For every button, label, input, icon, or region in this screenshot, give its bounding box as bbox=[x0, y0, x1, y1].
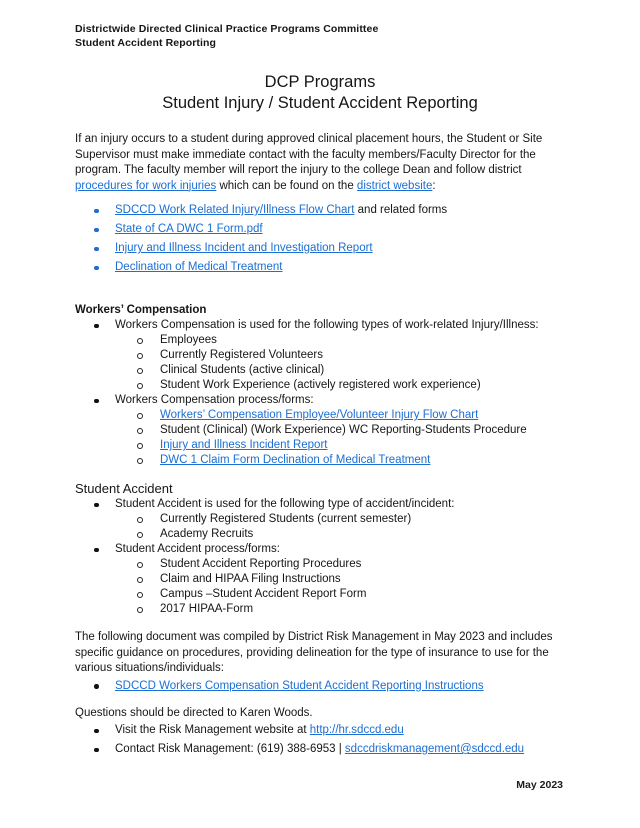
sa-process-sublist bbox=[115, 557, 565, 617]
sa-process-intro-text: Student Accident process/forms: bbox=[115, 543, 280, 555]
list-item bbox=[75, 393, 565, 468]
list-item: Clinical Students (active clinical) bbox=[115, 363, 565, 378]
list-item bbox=[75, 721, 565, 740]
visit-website-prefix-text: Visit the Risk Management website at bbox=[115, 724, 310, 736]
list-item bbox=[75, 318, 565, 393]
dwc1-claim-form-declination-link[interactable]: DWC 1 Claim Form Declination of Medical Treatment bbox=[160, 454, 431, 466]
list-item: Claim and HIPAA Filing Instructions bbox=[115, 572, 565, 587]
list-item: Academy Recruits bbox=[115, 527, 565, 542]
title-line-1: DCP Programs bbox=[264, 73, 376, 91]
student-accident-heading: Student Accident bbox=[75, 481, 173, 496]
footer-date: May 2023 bbox=[516, 779, 563, 791]
compiled-paragraph: The following document was compiled by District Risk Management in May 2023 and includes specific guidance on procedures, providing delineation for the type of insurance to use for the various situations/individuals: bbox=[75, 631, 553, 674]
list-item: Campus –Student Accident Report Form bbox=[115, 587, 565, 602]
procedures-for-work-injuries-link[interactable]: procedures for work injuries bbox=[75, 179, 217, 192]
header-subject-line: Student Accident Reporting bbox=[75, 37, 217, 49]
intro-paragraph bbox=[75, 132, 565, 194]
injury-illness-investigation-report-link[interactable]: Injury and Illness Incident and Investigation Report bbox=[115, 242, 373, 254]
wc-process-sublist bbox=[115, 408, 565, 468]
document-title bbox=[75, 72, 565, 114]
list-item bbox=[75, 239, 565, 258]
intro-text-2: which can be found on the bbox=[216, 179, 357, 192]
sdccd-work-related-flow-chart-link[interactable]: SDCCD Work Related Injury/Illness Flow Chart bbox=[115, 204, 355, 216]
list-item bbox=[75, 497, 565, 542]
list-item: Currently Registered Students (current semester) bbox=[115, 512, 565, 527]
list-item: Student Work Experience (actively registered work experience) bbox=[115, 378, 565, 393]
wc-process-intro-text: Workers Compensation process/forms: bbox=[115, 394, 314, 406]
list-item bbox=[75, 258, 565, 277]
sdccd-wc-student-accident-instructions-link[interactable]: SDCCD Workers Compensation Student Accident Reporting Instructions bbox=[115, 679, 484, 692]
list-item bbox=[115, 423, 565, 438]
list-item bbox=[75, 220, 565, 239]
list-item bbox=[75, 740, 565, 759]
risk-management-email-link[interactable]: sdccdriskmanagement@sdccd.edu bbox=[344, 743, 525, 755]
workers-compensation-list bbox=[75, 318, 565, 468]
district-website-link[interactable]: district website bbox=[356, 179, 433, 192]
list-item bbox=[115, 438, 565, 453]
questions-list bbox=[75, 721, 565, 759]
workers-compensation-heading: Workers’ Compensation bbox=[75, 304, 207, 316]
list-item: Student Accident Reporting Procedures bbox=[115, 557, 565, 572]
wc-usage-sublist bbox=[115, 333, 565, 393]
page-header bbox=[75, 22, 565, 50]
list-item bbox=[115, 408, 565, 423]
intro-text-3: : bbox=[432, 179, 436, 192]
list-item: 2017 HIPAA-Form bbox=[115, 602, 565, 617]
district-forms-list bbox=[75, 201, 565, 277]
state-ca-dwc1-form-link[interactable]: State of CA DWC 1 Form.pdf bbox=[115, 223, 263, 235]
title-line-2: Student Injury / Student Accident Reporting bbox=[162, 94, 478, 112]
sa-usage-sublist bbox=[115, 512, 565, 542]
list-item-suffix: and related forms bbox=[354, 204, 448, 216]
injury-illness-incident-report-link[interactable]: Injury and Illness Incident Report bbox=[160, 439, 328, 451]
list-item: Employees bbox=[115, 333, 565, 348]
list-item bbox=[115, 453, 565, 468]
list-item: Currently Registered Volunteers bbox=[115, 348, 565, 363]
list-item bbox=[75, 542, 565, 617]
declination-of-medical-treatment-link[interactable]: Declination of Medical Treatment bbox=[115, 261, 283, 273]
list-item bbox=[75, 201, 565, 220]
student-accident-list bbox=[75, 497, 565, 617]
sa-usage-intro-text: Student Accident is used for the following type of accident/incident: bbox=[115, 498, 455, 510]
hr-sdccd-website-link[interactable]: http://hr.sdccd.edu bbox=[309, 724, 404, 736]
wc-student-reporting-procedure-text: Student (Clinical) (Work Experience) WC Reporting-Students Procedure bbox=[160, 424, 527, 436]
list-item bbox=[75, 677, 565, 696]
intro-text-1: If an injury occurs to a student during approved clinical placement hours, the Student or Site Supervisor must make immediate contact with the faculty members/Faculty Director for the program. The faculty member will report the injury to the college Dean and follow district bbox=[75, 133, 543, 176]
questions-paragraph: Questions should be directed to Karen Woods. bbox=[75, 706, 313, 719]
header-committee-line: Districtwide Directed Clinical Practice Programs Committee bbox=[75, 23, 379, 35]
contact-risk-management-prefix-text: Contact Risk Management: (619) 388-6953 | bbox=[115, 743, 345, 755]
wc-employee-volunteer-injury-flow-chart-link[interactable]: Workers’ Compensation Employee/Volunteer Injury Flow Chart bbox=[160, 409, 479, 421]
wc-usage-intro-text: Workers Compensation is used for the following types of work-related Injury/Illness: bbox=[115, 319, 539, 331]
compiled-link-list bbox=[75, 677, 565, 696]
